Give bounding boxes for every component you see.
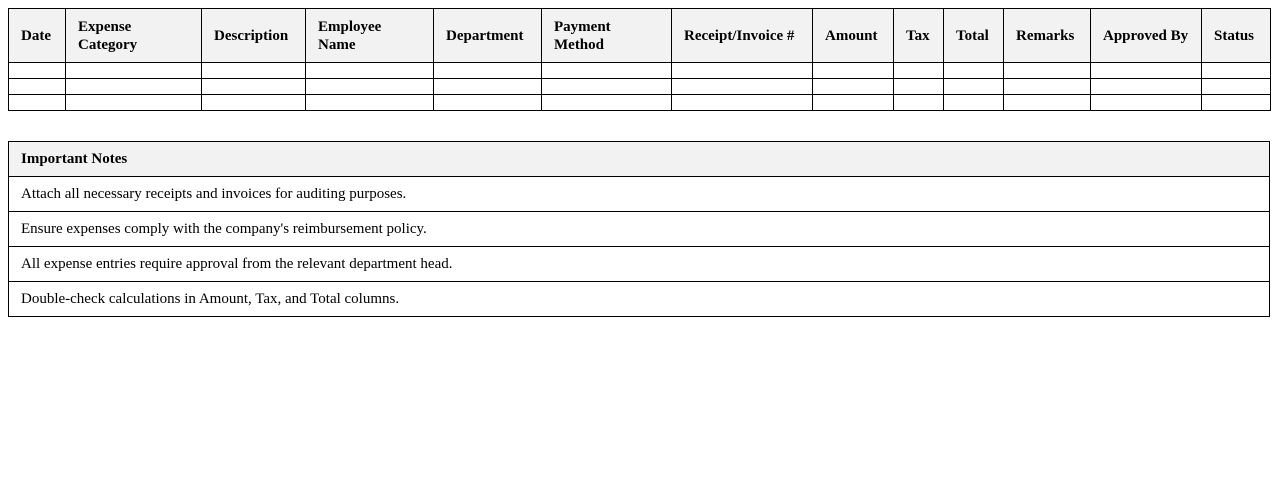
table-cell[interactable]	[1004, 63, 1091, 79]
table-cell[interactable]	[894, 95, 944, 111]
note-text: All expense entries require approval from the relevant department head.	[9, 247, 1270, 282]
column-header-description: Description	[202, 9, 306, 63]
table-cell[interactable]	[1004, 79, 1091, 95]
list-item	[9, 282, 1270, 317]
table-cell[interactable]	[944, 95, 1004, 111]
table-cell[interactable]	[944, 79, 1004, 95]
table-cell[interactable]	[894, 79, 944, 95]
table-cell[interactable]	[306, 63, 434, 79]
table-cell[interactable]	[202, 79, 306, 95]
table-cell[interactable]	[542, 63, 672, 79]
table-cell[interactable]	[542, 79, 672, 95]
document-body	[8, 8, 1270, 317]
column-header-department: Department	[434, 9, 542, 63]
table-cell[interactable]	[202, 95, 306, 111]
column-header-total: Total	[944, 9, 1004, 63]
table-cell[interactable]	[813, 79, 894, 95]
table-cell[interactable]	[66, 79, 202, 95]
table-cell[interactable]	[66, 95, 202, 111]
table-cell[interactable]	[202, 63, 306, 79]
column-header-expense-category: Expense Category	[66, 9, 202, 63]
table-cell[interactable]	[434, 95, 542, 111]
table-cell[interactable]	[9, 79, 66, 95]
table-row	[9, 79, 1271, 95]
note-text: Ensure expenses comply with the company's reimbursement policy.	[9, 212, 1270, 247]
column-header-date: Date	[9, 9, 66, 63]
table-cell[interactable]	[542, 95, 672, 111]
table-row	[9, 63, 1271, 79]
column-header-approved-by: Approved By	[1091, 9, 1202, 63]
table-cell[interactable]	[1202, 63, 1271, 79]
table-cell[interactable]	[1091, 63, 1202, 79]
table-cell[interactable]	[434, 63, 542, 79]
table-cell[interactable]	[672, 63, 813, 79]
table-cell[interactable]	[813, 63, 894, 79]
column-header-receipt-invoice: Receipt/Invoice #	[672, 9, 813, 63]
table-cell[interactable]	[672, 79, 813, 95]
note-text: Double-check calculations in Amount, Tax, and Total columns.	[9, 282, 1270, 317]
table-cell[interactable]	[306, 95, 434, 111]
column-header-amount: Amount	[813, 9, 894, 63]
note-text: Attach all necessary receipts and invoices for auditing purposes.	[9, 177, 1270, 212]
table-cell[interactable]	[813, 95, 894, 111]
column-header-status: Status	[1202, 9, 1271, 63]
table-cell[interactable]	[434, 79, 542, 95]
table-cell[interactable]	[9, 95, 66, 111]
column-header-employee-name: Employee Name	[306, 9, 434, 63]
important-notes-table	[8, 141, 1270, 317]
table-cell[interactable]	[894, 63, 944, 79]
table-cell[interactable]	[1091, 79, 1202, 95]
table-cell[interactable]	[306, 79, 434, 95]
column-header-tax: Tax	[894, 9, 944, 63]
table-cell[interactable]	[672, 95, 813, 111]
table-cell[interactable]	[1091, 95, 1202, 111]
table-cell[interactable]	[9, 63, 66, 79]
expense-table-header-row	[9, 9, 1271, 63]
list-item	[9, 177, 1270, 212]
table-cell[interactable]	[1202, 79, 1271, 95]
column-header-remarks: Remarks	[1004, 9, 1091, 63]
expense-table	[8, 8, 1271, 111]
column-header-payment-method: Payment Method	[542, 9, 672, 63]
table-cell[interactable]	[66, 63, 202, 79]
table-cell[interactable]	[1004, 95, 1091, 111]
notes-header-row	[9, 142, 1270, 177]
list-item	[9, 247, 1270, 282]
table-cell[interactable]	[1202, 95, 1271, 111]
table-cell[interactable]	[944, 63, 1004, 79]
list-item	[9, 212, 1270, 247]
table-row	[9, 95, 1271, 111]
notes-title: Important Notes	[9, 142, 1270, 177]
